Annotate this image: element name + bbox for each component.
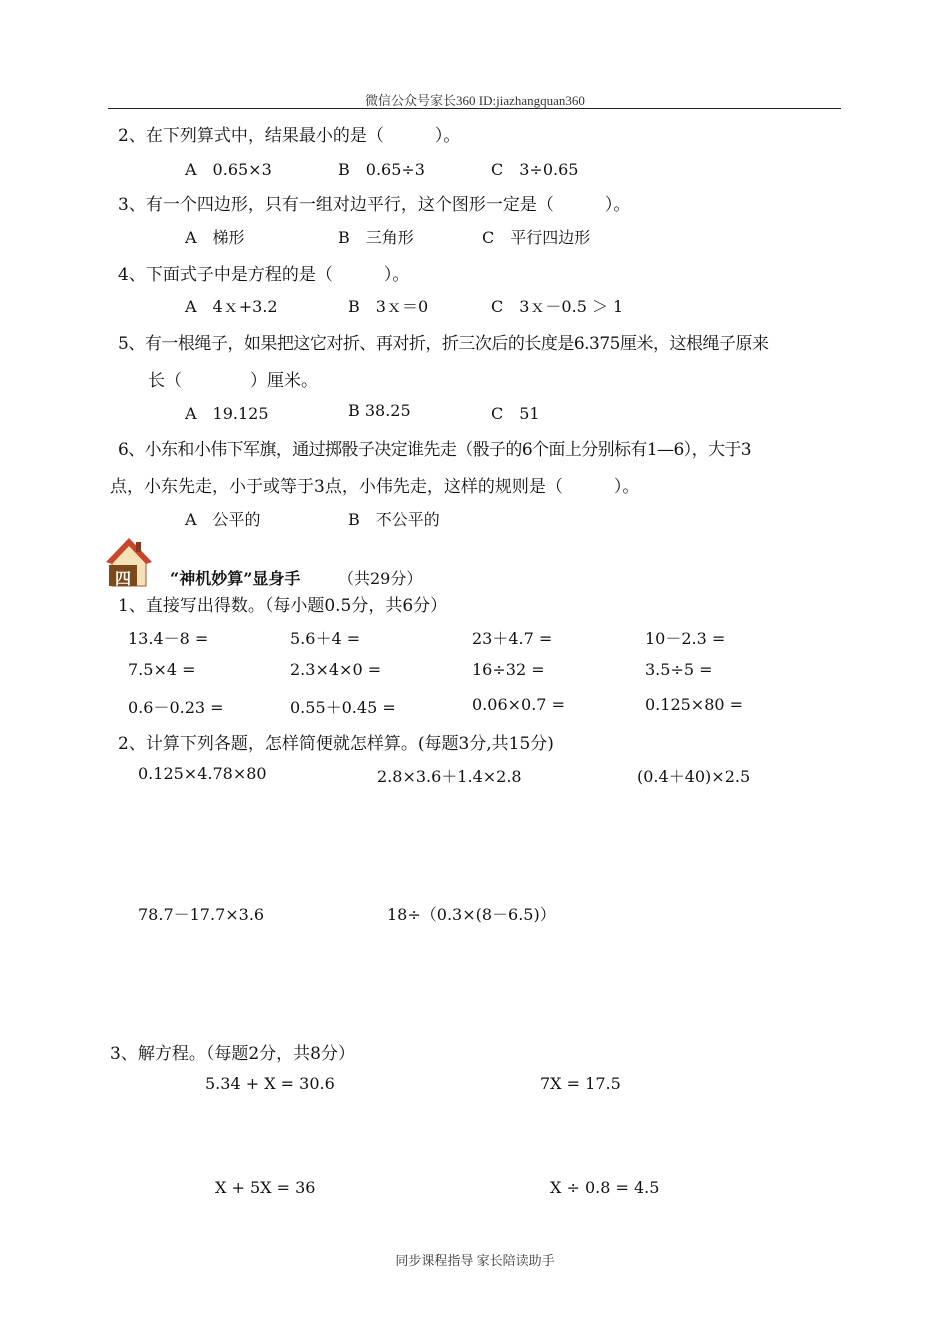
section-4-number: 四 [114, 569, 131, 588]
calc-item: 0.125×80 = [645, 695, 744, 714]
calc-item: 3.5÷5 = [645, 660, 713, 679]
calc-item: 0.55＋0.45 = [290, 698, 396, 717]
header-rule [108, 108, 841, 109]
question-5-line-1: 5、有一根绳子，如果把这它对折、再对折，折三次后的长度是6.375厘米，这根绳子原来 [118, 334, 769, 354]
compute-item: 78.7－17.7×3.6 [138, 905, 265, 924]
s4-question-2: 2、计算下列各题，怎样简便就怎样算。(每题3分,共15分) [118, 734, 554, 754]
calc-item: 13.4－8 = [128, 629, 209, 648]
q5-option-c: C 51 [491, 404, 540, 423]
calc-item: 2.3×4×0 = [290, 660, 382, 679]
q4-option-a: A 4ｘ+3.2 [185, 297, 278, 316]
question-2: 2、在下列算式中，结果最小的是（ ）。 [118, 126, 461, 146]
question-3: 3、有一个四边形，只有一组对边平行，这个图形一定是（ ）。 [118, 195, 631, 215]
compute-item: (0.4＋40)×2.5 [637, 767, 751, 786]
q4-option-b: B 3ｘ＝0 [348, 297, 429, 316]
s4-question-1: 1、直接写出得数。（每小题0.5分，共6分） [118, 596, 448, 616]
compute-item: 2.8×3.6＋1.4×2.8 [377, 767, 522, 786]
calc-item: 7.5×4 = [128, 660, 196, 679]
equation-item: 5.34 + X = 30.6 [205, 1074, 335, 1093]
q6-option-a: A 公平的 [185, 510, 261, 529]
calc-item: 16÷32 = [472, 660, 545, 679]
question-4: 4、下面式子中是方程的是（ ）。 [118, 265, 410, 285]
calc-item: 0.6－0.23 = [128, 698, 224, 717]
section-4-title: “神机妙算”显身手 [170, 569, 301, 588]
calc-item: 10－2.3 = [645, 629, 726, 648]
page-header: 微信公众号家长360 ID:jiazhangquan360 [365, 93, 585, 108]
calc-item: 5.6＋4 = [290, 629, 361, 648]
section-4-points: （共29分） [338, 569, 423, 588]
q2-option-b: B 0.65÷3 [338, 160, 425, 179]
q3-option-b: B 三角形 [338, 228, 414, 247]
equation-item: 7X = 17.5 [540, 1074, 621, 1093]
page-footer: 同步课程指导 家长陪读助手 [395, 1253, 555, 1268]
q2-option-c: C 3÷0.65 [491, 160, 579, 179]
q5-option-a: A 19.125 [185, 404, 269, 423]
q4-option-c: C 3ｘ－0.5 ＞ 1 [491, 297, 624, 316]
question-6-line-2: 点，小东先走，小于或等于3点，小伟先走，这样的规则是（ ）。 [110, 477, 640, 497]
q6-option-b: B 不公平的 [348, 510, 440, 529]
q3-option-a: A 梯形 [185, 228, 245, 247]
compute-item: 18÷（0.3×(8－6.5)） [387, 905, 556, 924]
compute-item: 0.125×4.78×80 [138, 764, 267, 783]
calc-item: 23＋4.7 = [472, 629, 553, 648]
question-5-line-2: 长（ ）厘米。 [148, 371, 318, 391]
calc-item: 0.06×0.7 = [472, 695, 565, 714]
q2-option-a: A 0.65×3 [185, 160, 272, 179]
q3-option-c: C 平行四边形 [482, 228, 591, 247]
question-6-line-1: 6、小东和小伟下军旗，通过掷骰子决定谁先走（骰子的6个面上分别标有1—6），大于3 [118, 440, 751, 460]
equation-item: X ÷ 0.8 = 4.5 [550, 1178, 660, 1197]
equation-item: X + 5X = 36 [215, 1178, 316, 1197]
q5-option-b: B 38.25 [348, 401, 411, 420]
s4-question-3: 3、解方程。（每题2分，共8分） [110, 1044, 355, 1064]
